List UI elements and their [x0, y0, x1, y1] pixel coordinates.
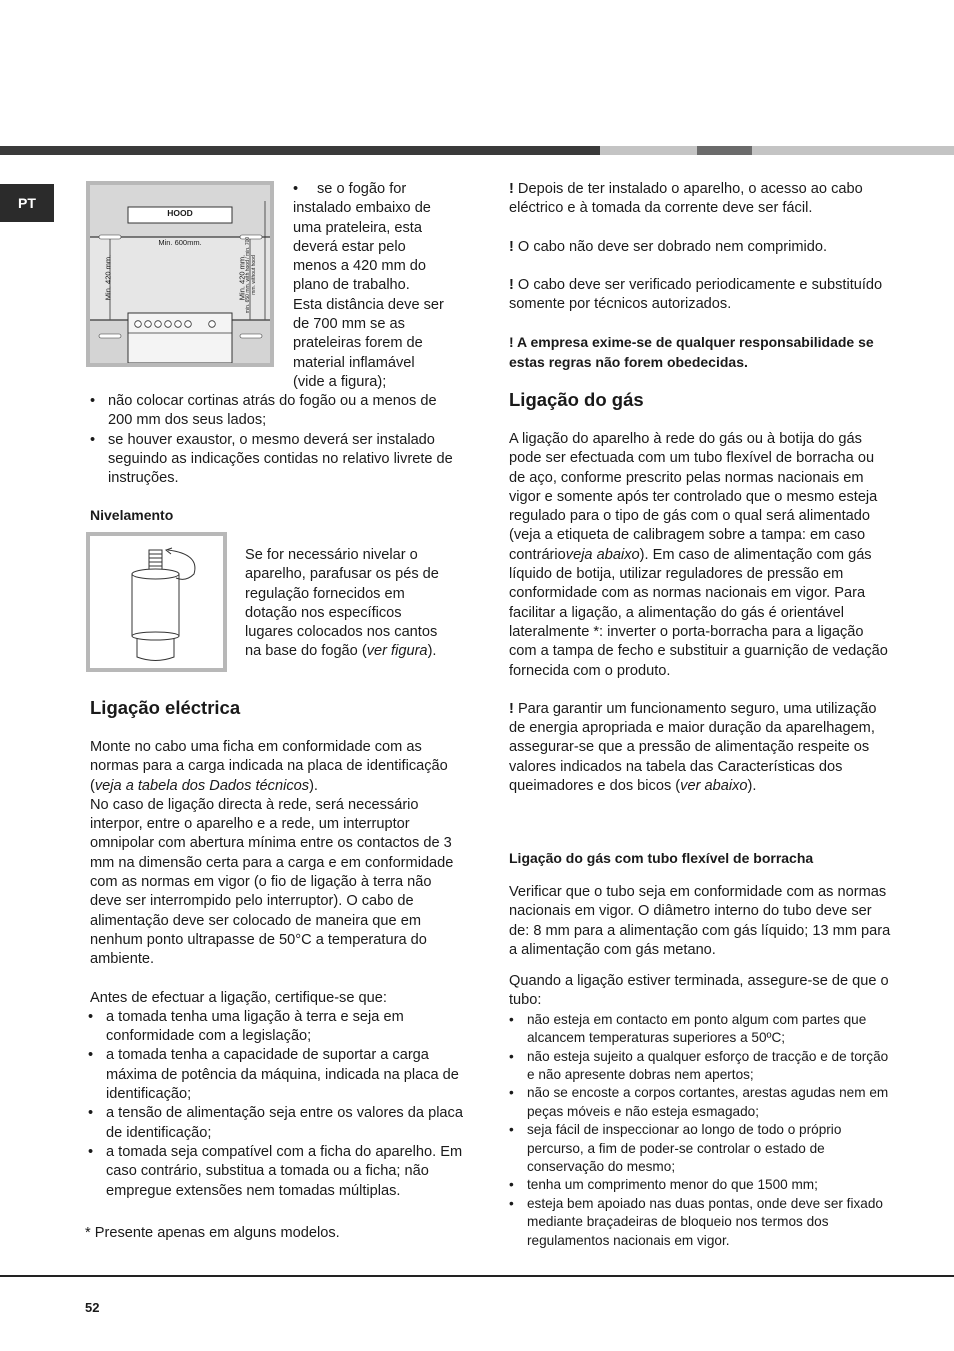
language-tab — [0, 184, 54, 222]
footnote: * Presente apenas em alguns modelos. — [85, 1225, 340, 1241]
left-bullet-item: • se houver exaustor, o mesmo deverá ser instalado seguindo as indicações contidas no relativo livrete de instruções. — [90, 431, 460, 489]
electrica-bullet-item: • a tomada seja compatível com a ficha do aparelho. Em caso contrário, substitua a tomada ou a ficha; não empregue extensões nem tomadas múltiplas. — [88, 1143, 465, 1201]
nivelamento-line: dotação nos específicos — [245, 604, 402, 621]
right-small-label: min. 650 mm. with hood / min. 700 mm. without hood — [245, 236, 257, 314]
leveling-foot-figure — [86, 532, 227, 672]
nivelamento-line: regulação fornecidos em — [245, 585, 405, 602]
warning-text: O cabo não deve ser dobrado nem comprimido. — [513, 238, 827, 255]
warnings-block — [509, 180, 891, 372]
right-height-label: Min. 420 mm. — [237, 254, 247, 301]
nivelamento-line: aparelho, parafusar os pés de — [245, 566, 439, 583]
warning-bang: ! — [509, 238, 514, 255]
ligacao-gas-body — [509, 430, 892, 796]
niv-last-suffix: ). — [427, 643, 437, 660]
warning-text: O cabo deve ser verificado periodicamente e substituído somente por técnicos autorizados. — [509, 276, 883, 313]
left-bullet-item: • não colocar cortinas atrás do fogão ou a menos de 200 mm dos seus lados; — [90, 392, 460, 431]
leveling-foot-drawing — [90, 536, 223, 668]
shelf-line: material inflamável — [293, 354, 415, 371]
hood-label: HOOD — [167, 208, 193, 218]
header-bar-mid — [697, 146, 752, 155]
ligacao-electrica-heading: Ligação eléctrica — [90, 697, 241, 718]
gas-p1-a: A ligação do aparelho à rede do gás ou à botija do gás pode ser efectuada com um tubo flexível de borracha ou de aço, conforme prescrito pelas normas nacionais em vigor e somente após ter controlado que o mesmo esteja regulado para o tipo de gás com o qual será alimentado (veja a etiqueta de calibragem sobre a tampa: em caso contrário — [509, 431, 878, 563]
ligacao-gas-heading: Ligação do gás — [509, 389, 644, 410]
gas-p1 — [509, 430, 892, 681]
warning-bold — [509, 333, 891, 372]
gas-p2-b: ). — [747, 778, 757, 795]
electrica-bullet-list — [88, 1008, 465, 1201]
shelf-line: de 700 mm se as — [293, 316, 405, 333]
language-tab-label: PT — [18, 195, 36, 211]
left-bullet-list — [90, 392, 460, 488]
installation-diagram — [86, 181, 274, 367]
gas-p3: Verificar que o tubo seja em conformidade com as normas nacionais em vigor. O diâmetro interno do tubo deve ser de: 8 mm para a alimentação com gás líquido; 13 mm para a alimentação com gás metano. — [509, 884, 891, 958]
gas-p1-italic: veja abaixo — [565, 546, 640, 563]
warning-item — [509, 180, 891, 219]
electrica-p1-italic: veja a tabela dos Dados técnicos — [94, 777, 310, 794]
nivelamento-text — [245, 546, 465, 662]
shelf-line: uma prateleira, esta — [293, 219, 422, 236]
warning-item — [509, 276, 891, 315]
warning-bold-text: A empresa exime-se de qualquer responsabilidade se estas regras não forem obedecidas. — [509, 334, 874, 370]
shelf-line: Esta distância deve ser — [293, 296, 444, 313]
left-height-label: Min. 420 mm. — [103, 254, 113, 301]
electrica-p1 — [90, 738, 465, 796]
nivelamento-line: lugares colocados nos cantos — [245, 624, 438, 641]
electrica-bullet-item: • a tensão de alimentação seja entre os valores da placa de identificação; — [88, 1104, 465, 1143]
warning-text: Depois de ter instalado o aparelho, o acesso ao cabo eléctrico e à tomada da corrente deve ser fácil. — [509, 181, 863, 217]
niv-last-italic: ver figura — [366, 643, 428, 660]
page-number: 52 — [85, 1300, 100, 1315]
nivelamento-heading: Nivelamento — [90, 507, 174, 523]
shelf-line: prateleiras forem de — [293, 335, 423, 352]
header-bar-light-1 — [600, 146, 697, 155]
gas-lower-body — [509, 883, 892, 1250]
electrica-p1-a: Monte no cabo uma ficha em conformidade com as normas para a carga indicada na placa de identificação ( — [90, 739, 448, 794]
shelf-line: se o fogão for — [317, 181, 407, 197]
gas-bullet-item: • seja fácil de inspeccionar ao longo de todo o próprio percurso, a fim de poder-se controlar o estado de conservação do mesmo; — [509, 1121, 892, 1176]
electrica-p3: Antes de efectuar a ligação, certifique-se que: — [90, 989, 387, 1006]
gas-p2-a: Para garantir um funcionamento seguro, uma utilização de energia apropriada e maior duração da aparelhagem, assegurar-se que a pressão de alimentação respeite os valores indicados na tabela das Características dos queimadores e dos bicos ( — [509, 700, 877, 795]
shelf-line: instalado embaixo de — [293, 200, 431, 217]
header-bar-dark — [0, 146, 600, 155]
footer-rule — [0, 1275, 954, 1277]
gas-bullet-item: • esteja bem apoiado nas duas pontas, onde deve ser fixado mediante braçadeiras de bloqueio nos termos dos regulamentos nacionais em vigor. — [509, 1195, 892, 1250]
nivelamento-line: Se for necessário nivelar o — [245, 547, 418, 563]
warning-bang: ! — [509, 276, 514, 293]
gas-bullet-item: • não esteja sujeito a qualquer esforço de tracção e de torção e não apresente dobras nem apertos; — [509, 1048, 892, 1085]
ligacao-electrica-body — [90, 738, 465, 1201]
shelf-bullet-text — [293, 180, 471, 392]
gas-bullet-list — [509, 1011, 892, 1250]
warning-item — [509, 238, 891, 257]
electrica-p1-b: ). — [309, 777, 318, 794]
gas-sub-heading: Ligação do gás com tubo flexível de borracha — [509, 850, 814, 866]
shelf-line: plano de trabalho. — [293, 277, 410, 294]
gas-bullet-item: • não se encoste a corpos cortantes, arestas agudas nem em peças móveis e não esteja esmagado; — [509, 1084, 892, 1121]
electrica-p2: No caso de ligação directa à rede, será necessário interpor, entre o aparelho e a rede, um interruptor omnipolar com abertura mínima entre os contactos de 3 mm na dimensão certa para a carga e em conformidade com as normas em vigor (o fio de ligação à terra não deve ser interrompido pelo interruptor). O cabo de alimentação deve ser colocado de maneira que em nenhum ponto ultrapasse de 50°C a temperatura do ambiente. — [90, 796, 454, 968]
gas-bullet-item: • tenha um comprimento menor do que 1500 mm; — [509, 1176, 892, 1194]
gas-p2 — [509, 700, 892, 796]
shelf-line: deverá estar pelo — [293, 238, 406, 255]
gas-p2-bang: ! — [509, 700, 514, 717]
header-bar-light-2 — [752, 146, 954, 155]
electrica-bullet-item: • a tomada tenha uma ligação à terra e seja em conformidade com a legislação; — [88, 1008, 465, 1047]
shelf-line: (vide a figura); — [293, 373, 387, 390]
shelf-bullet: • se o fogão for instalado embaixo de uma prateleira, esta deverá estar pelo menos a 420 mm do plano de trabalho. Esta distância deve ser de 700 mm se as prateleiras forem de material inflamável (vide a figura); — [293, 180, 471, 392]
warning-bang: ! — [509, 181, 514, 197]
gas-bullet-item: • não esteja em contacto em ponto algum com partes que alcancem temperaturas superiores a 50ºC; — [509, 1011, 892, 1048]
gas-p1-b: ). Em caso de alimentação com gás líquido de botija, utilizar reguladores de pressão em conformidade com as normas nacionais em vigor. Para facilitar a ligação, a alimentação do gás é orientável lateralmente *: inverter o porta-borracha para a ligação com a tampa de fecho e substituir a guarnição de vedação fornecida com o produto. — [509, 546, 888, 679]
gas-p2-italic: ver abaixo — [680, 778, 748, 795]
gas-p4: Quando a ligação estiver terminada, assegure-se de que o tubo: — [509, 973, 889, 1009]
niv-last-prefix: na base do fogão ( — [245, 643, 367, 660]
width-label: Min. 600mm. — [128, 238, 232, 247]
electrica-bullet-item: • a tomada tenha a capacidade de suportar a carga máxima de potência da máquina, indicada na placa de identificação; — [88, 1046, 465, 1104]
shelf-line: menos a 420 mm do — [293, 258, 427, 275]
warning-bold-bang: ! — [509, 334, 514, 351]
